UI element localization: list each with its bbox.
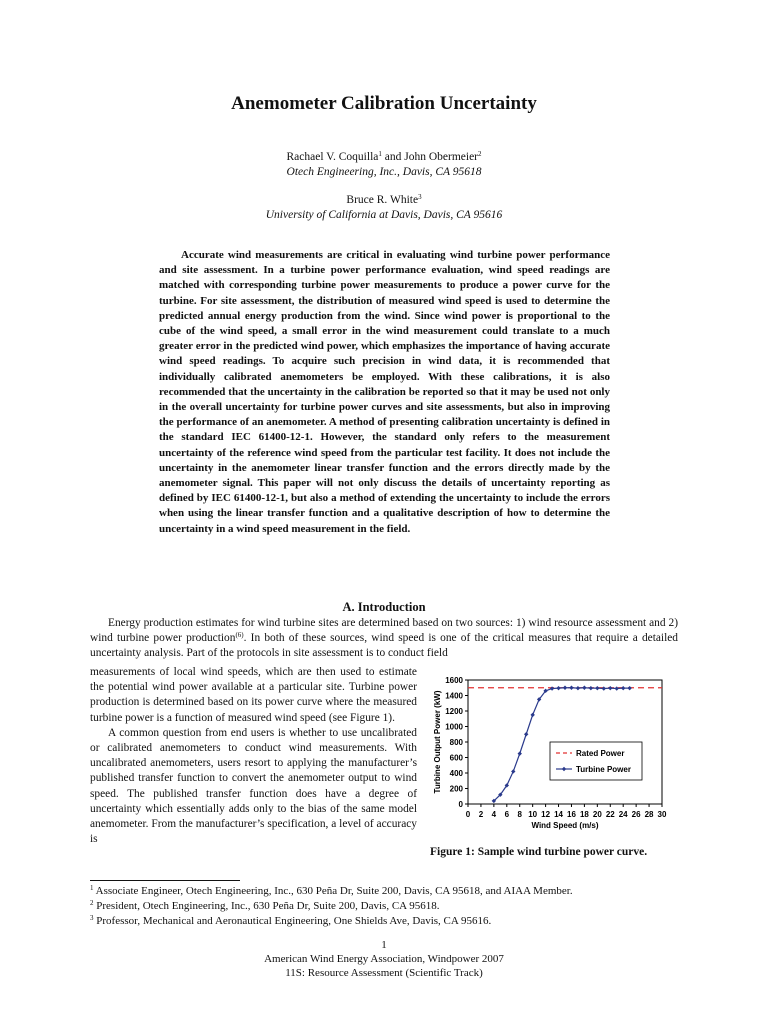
x-tick-label: 6 bbox=[504, 810, 510, 819]
legend-turbine-label: Turbine Power bbox=[576, 765, 631, 774]
x-tick-label: 14 bbox=[554, 810, 563, 819]
x-tick-label: 24 bbox=[618, 810, 628, 819]
x-tick-label: 0 bbox=[465, 810, 471, 819]
power-curve-chart bbox=[430, 672, 678, 838]
footnote-3: $^3$ Professor, Mechanical and Aeronautical Engineering, One Shields Ave, Davis, CA 95616. bbox=[90, 914, 492, 927]
intro-paragraph: Energy production estimates for wind turbine sites are determined based on two sources: 1) wind resource assessment and 2) wind turbine power production$^{(6)}$. In both of these sources, wind speed is one of the critical measures that require a detailed uncertainty analysis. Part of the protocols in site assessment is to conduct field bbox=[90, 617, 678, 660]
y-tick-label: 400 bbox=[449, 769, 463, 778]
x-axis-label: Wind Speed (m/s) bbox=[531, 821, 599, 830]
y-tick-label: 200 bbox=[449, 784, 463, 794]
intro-column-paragraph-1: measurements of local wind speeds, which are then used to estimate the potential wind power available at a particular site. Turbine power production is determined based on its power curve where the measured turbine power is a function of measured wind speed (see Figure 1). bbox=[90, 666, 417, 724]
x-tick-label: 26 bbox=[631, 810, 641, 819]
affiliation-2: University of California at Davis, Davis, CA 95616 bbox=[265, 209, 503, 221]
legend-rated-label: Rated Power bbox=[576, 749, 625, 758]
legend-box bbox=[550, 742, 642, 780]
x-tick-label: 4 bbox=[491, 810, 497, 819]
footnote-2: $^2$ President, Otech Engineering, Inc., 630 Peña Dr, Suite 200, Davis, CA 95618. bbox=[90, 899, 440, 912]
affiliation-1: Otech Engineering, Inc., Davis, CA 95618 bbox=[286, 166, 482, 178]
page-footer bbox=[0, 938, 768, 980]
y-tick-label: 0 bbox=[458, 800, 463, 809]
intro-column bbox=[90, 665, 417, 847]
y-tick-label: 1400 bbox=[445, 691, 463, 701]
x-tick-label: 16 bbox=[567, 810, 576, 819]
author-line-1: Rachael V. Coquilla$^1$ and John Obermeier$^2$ bbox=[286, 150, 482, 163]
author-line-2: Bruce R. White$^3$ bbox=[346, 193, 422, 206]
page-number: 1 bbox=[381, 939, 387, 951]
y-tick-label: 800 bbox=[449, 738, 463, 747]
x-tick-label: 20 bbox=[592, 810, 602, 819]
chart-svg bbox=[430, 672, 678, 838]
y-axis-label: Turbine Output Power (kW) bbox=[433, 690, 442, 794]
y-tick-label: 1600 bbox=[445, 676, 463, 685]
author-block bbox=[0, 150, 768, 223]
x-tick-label: 2 bbox=[478, 810, 484, 819]
footnote-rule bbox=[90, 880, 240, 881]
section-heading: A. Introduction bbox=[342, 600, 426, 614]
x-tick-label: 10 bbox=[528, 810, 538, 819]
footer-line-1: American Wind Energy Association, Windpower 2007 bbox=[264, 953, 504, 965]
y-tick-label: 600 bbox=[449, 753, 463, 763]
intro-column-paragraph-2: A common question from end users is whether to use uncalibrated or calibrated anemometers to conduct wind measurements. With uncalibrated anemometers, users resort to applying the manufacturer’s published transfer function to convert the anemometer output to wind speed. The published transfer function does have a degree of uncertainty which essentially adds only to the bias of the same model anemometer. From the manufacturer’s specification, a level of accuracy is bbox=[90, 726, 417, 846]
x-tick-label: 18 bbox=[579, 810, 589, 819]
x-tick-label: 12 bbox=[541, 810, 551, 819]
x-tick-label: 8 bbox=[517, 810, 522, 819]
abstract: Accurate wind measurements are critical in evaluating wind turbine power performance and site assessment. In a turbine power performance evaluation, wind speed readings are matched with corresponding turbine power measurements to produce a power curve for the turbine. For site assessment, the distribution of measured wind speed is used to determine the predicted annual energy production from the wind. Since wind power is proportional to the cube of the wind speed, a small error in the wind measurement could translate to a much greater error in the predicted wind power, which emphasizes the importance of having accurate wind speed readings. To acquire such precision in wind data, it is recommended that individually calibrated anemometers be employed. With these calibrations, it is also recommended that the uncertainty in the calibration be reported so that it may be used not only in the overall uncertainty for turbine power curves and site assessments, but also in improving the performance of an anemometer. A method of presenting calibration uncertainty is defined in the standard IEC 61400-12-1. However, the standard only refers to the measurement uncertainty of the reference wind speed from the particular test facility. It does not include the uncertainty in the anemometer linear transfer function and the errors directly made by the anemometer signal. This paper will not only discuss the details of uncertainty reporting as defined by IEC 61400-12-1, but also a method of extending the uncertainty to include the errors when using the linear transfer function and a qualitative description of how to determine the uncertainty in a wind speed measurement in the field. bbox=[159, 249, 610, 535]
footnote-1: $^1$ Associate Engineer, Otech Engineering, Inc., 630 Peña Dr, Suite 200, Davis, CA 95618, and AIAA Member. bbox=[90, 884, 573, 897]
footer-line-2: 11S: Resource Assessment (Scientific Track) bbox=[285, 967, 483, 979]
paper-title: Anemometer Calibration Uncertainty bbox=[231, 93, 537, 114]
y-tick-label: 1200 bbox=[445, 707, 463, 716]
x-tick-label: 28 bbox=[644, 810, 654, 819]
x-tick-label: 22 bbox=[605, 810, 615, 819]
figure-caption: Figure 1: Sample wind turbine power curve. bbox=[430, 846, 648, 858]
y-tick-label: 1000 bbox=[445, 722, 463, 732]
x-tick-label: 30 bbox=[657, 810, 667, 819]
